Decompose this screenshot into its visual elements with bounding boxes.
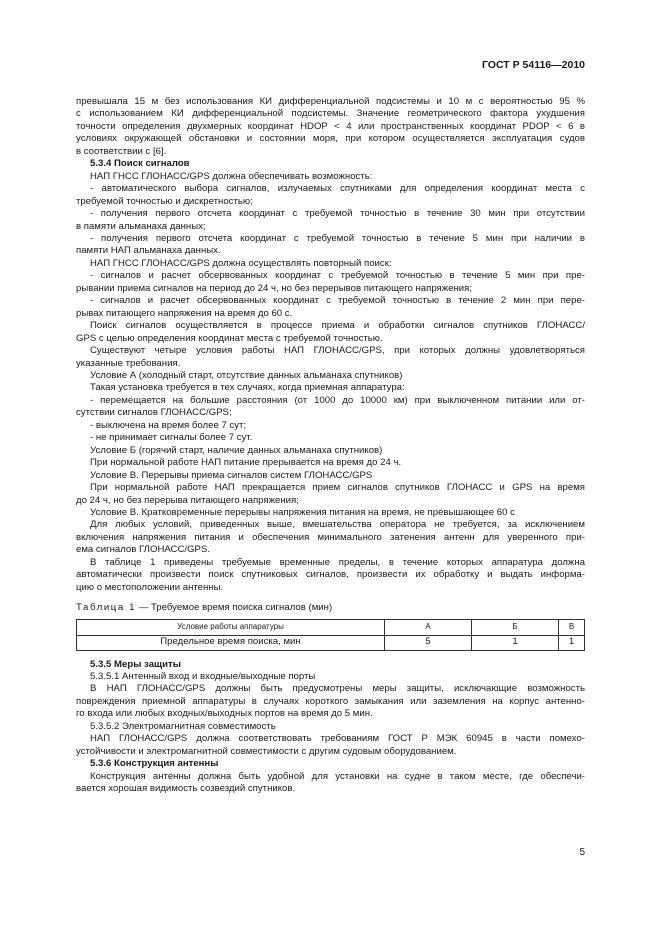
- list-item: - сигналов и расчет обсервованных координат с требуемой точностью в течение 2 мин при пере-: [90, 295, 585, 307]
- paragraph-line: памяти НАП альманаха данных.: [76, 245, 221, 257]
- paragraph-line: Конструкция антенны должна быть удобной для установки на судне в таком месте, где обеспечи-: [90, 770, 585, 782]
- paragraph-line: Для любых условий, приведенных выше, вмешательства оператора не требуется, за исключением: [90, 519, 585, 531]
- paragraph-line: точности определения двухмерных координат HDOP < 4 или пространственных координат PDOP < 6 в: [76, 120, 585, 132]
- subsection-heading: 5.3.5.2 Электромагнитная совместимость: [90, 720, 276, 732]
- paragraph-line: ема сигналов ГЛОНАСС/GPS.: [76, 544, 211, 556]
- paragraph-line: В таблице 1 приведены требуемые временные пределы, в течение которых аппаратура должна: [90, 556, 585, 568]
- paragraph-line: Существуют четыре условия работы НАП ГЛОНАСС/GPS, при которых должны удовлетворяться: [90, 345, 585, 357]
- paragraph-line: При нормальной работе НАП прекращается прием сигналов спутников ГЛОНАСС и GPS на время: [90, 482, 585, 494]
- section-heading: 5.3.6 Конструкция антенны: [90, 758, 219, 770]
- paragraph-line: требуемой точностью и дискретностью;: [76, 195, 253, 207]
- table-row: [77, 635, 585, 650]
- list-item: - сигналов и расчет обсервованных координат с требуемой точностью в течение 5 мин при пре-: [90, 270, 585, 282]
- search-time-table: [76, 619, 585, 651]
- paragraph-line: до 24 ч, но без перерыва питающего напряжения;: [76, 494, 299, 506]
- paragraph-line: включения напряжения питания и обеспечения минимального затенения антенн для уверенного при-: [76, 531, 585, 543]
- list-item: - не принимает сигналы более 7 сут.: [90, 432, 253, 444]
- paragraph-line: автоматически произвести поиск спутниковых сигналов, произвести их обработку и выдать информа-: [76, 569, 585, 581]
- paragraph-line: В НАП ГЛОНАСС/GPS должны быть предусмотрены меры защиты, исключающие возможность: [90, 683, 585, 695]
- paragraph-line: Условие В. Кратковременные перерывы напряжения питания на время, не превышающее 60 с: [90, 506, 515, 518]
- paragraph-line: НАП ГНСС ГЛОНАСС/GPS должна осуществлять повторный поиск:: [90, 257, 392, 269]
- paragraph-line: рывании приема сигналов на период до 24 ч, но без перерывов питающего напряжения;: [76, 282, 473, 294]
- table-caption: [76, 602, 585, 614]
- paragraph-line: условиях окружающей обстановки и состоянии моря, при котором осуществляется эксплуатация судов: [76, 133, 585, 145]
- table-cell: 5: [385, 635, 472, 650]
- paragraph-line: НАП ГНСС ГЛОНАСС/GPS должна обеспечивать возможность:: [90, 170, 373, 182]
- paragraph-line: рывах питающего напряжения на время до 60 с.: [76, 307, 293, 319]
- paragraph-line: устойчивости и электромагнитной совместимости с другим судовым оборудованием.: [76, 745, 457, 757]
- paragraph-line: в памяти альманаха данных;: [76, 220, 206, 232]
- table-cell: Предельное время поиска, мин: [77, 635, 385, 650]
- list-item: - получения первого отсчета координат с требуемой точностью в течение 30 мин при отсутствии: [90, 208, 585, 220]
- document-body: [76, 96, 585, 796]
- list-item: - выключена на время более 7 сут;: [90, 419, 247, 431]
- paragraph-line: сутствии сигналов ГЛОНАСС/GPS;: [76, 407, 232, 419]
- list-item: - автоматического выбора сигналов, излучаемых спутниками для определения координат места с: [90, 183, 585, 195]
- paragraph-line: При нормальной работе НАП питание прерывается на время до 24 ч.: [90, 457, 402, 469]
- table-caption-title: — Требуемое время поиска сигналов (мин): [136, 602, 333, 614]
- paragraph-line: вается хорошая видимость созвездий спутников.: [76, 783, 296, 795]
- section-heading: 5.3.5 Меры защиты: [90, 658, 181, 670]
- paragraph-line: Такая установка требуется в тех случаях, когда приемная аппаратура:: [90, 382, 405, 394]
- paragraph-line: го входа или любых входных/выходных портов на время до 5 мин.: [76, 708, 373, 720]
- paragraph-line: превышала 15 м без использования КИ дифференциальной подсистемы и 10 м с вероятностью 95 %: [76, 96, 585, 107]
- table-header-cell: В: [559, 619, 585, 635]
- list-item: - получения первого отсчета координат с требуемой точностью в течение 5 мин при наличии в: [90, 232, 585, 244]
- table-header-cell: Условие работы аппаратуры: [77, 619, 385, 635]
- table-caption-prefix: Таблица 1: [76, 602, 137, 614]
- paragraph-line: Условие Б (горячий старт, наличие данных альманаха спутников): [90, 444, 383, 456]
- paragraph-line: в соответствии с [6].: [76, 145, 167, 157]
- paragraph-line: Условие А (холодный старт, отсутствие данных альманаха спутников): [90, 369, 403, 381]
- paragraph-line: GPS с целью определения координат места с требуемой точностью.: [76, 332, 383, 344]
- list-item: - перемещается на большие расстояния (от 1000 до 10000 км) при выключенном питании или от-: [90, 394, 585, 406]
- paragraph-line: Поиск сигналов осуществляется в процессе приема и обработки сигналов спутников ГЛОНАСС/: [90, 320, 585, 332]
- document-id: ГОСТ Р 54116—2010: [481, 59, 585, 71]
- page-number: 5: [579, 847, 585, 858]
- table-header-cell: А: [385, 619, 472, 635]
- table-cell: 1: [559, 635, 585, 650]
- section-heading: 5.3.4 Поиск сигналов: [90, 158, 190, 170]
- paragraph-line: НАП ГЛОНАСС/GPS должна соответствовать требованиям ГОСТ Р МЭК 60945 в части помехо-: [90, 733, 585, 745]
- table-header-row: [77, 619, 585, 635]
- table-header-cell: Б: [472, 619, 559, 635]
- subsection-heading: 5.3.5.1 Антенный вход и входные/выходные порты: [90, 671, 316, 683]
- paragraph-line: цию о местоположении антенны.: [76, 581, 224, 593]
- table-cell: 1: [472, 635, 559, 650]
- paragraph-line: повреждения приемной аппаратуры в случаях короткого замыкания или заземления на корпус антенно-: [76, 695, 585, 707]
- paragraph-line: Условие В. Перерывы приема сигналов систем ГЛОНАСС/GPS: [90, 469, 373, 481]
- paragraph-line: указанные требования.: [76, 357, 181, 369]
- paragraph-line: с использованием КИ дифференциальной подсистемы. Значение геометрического фактора ухудшения: [76, 108, 585, 120]
